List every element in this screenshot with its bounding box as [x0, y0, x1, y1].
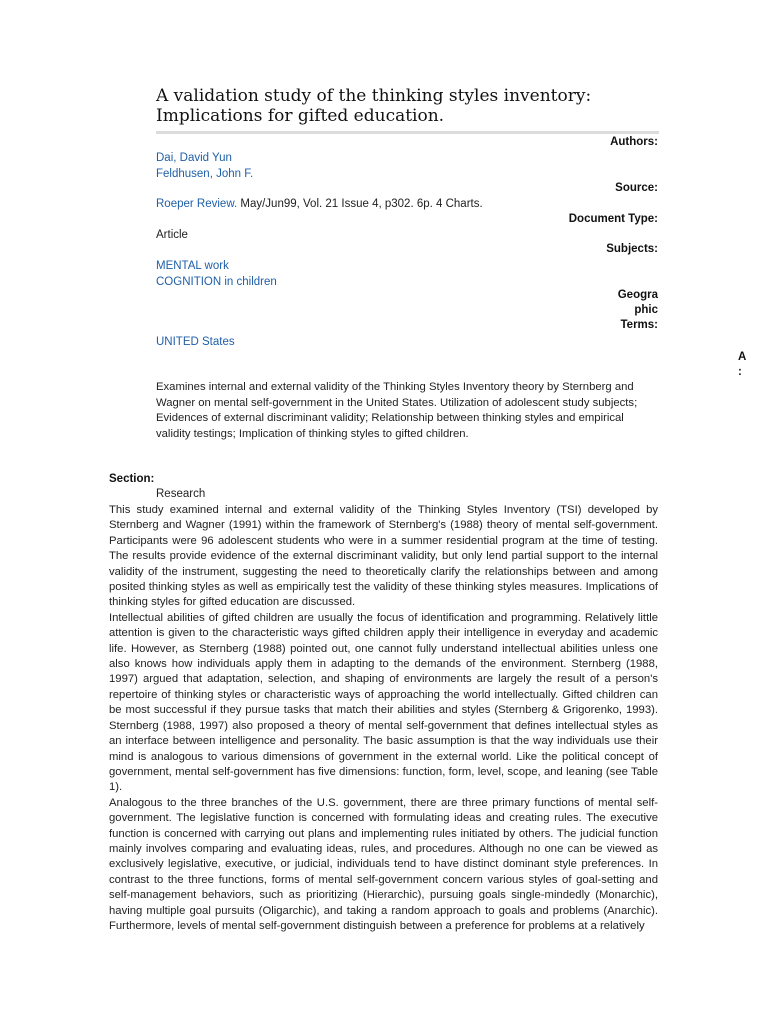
author-link-1[interactable]: Dai, David Yun [156, 152, 232, 164]
source-value [156, 197, 483, 213]
source-details: May/Jun99, Vol. 21 Issue 4, p302. 6p. 4 Charts. [237, 198, 483, 210]
subject-link-1[interactable]: MENTAL work [156, 260, 229, 272]
body-paragraph: Analogous to the three branches of the U.S. government, there are three primary functions of mental self-government. The legislative function is concerned with formulating ideas and creating rules. The executive function is concerned with carrying out plans and implementing rules initiated by others. The judicial function mainly involves comparing and evaluating ideas, rules, and procedures. Although no one can be viewed as exclusively legislative, executive, or judicial, individuals tend to have distinct dominant style preferences. In contrast to the three functions, forms of mental self-government concern various styles of goal-setting and self-management behaviors, such as prioritizing (Hierarchic), pursuing goals single-mindedly (Monarchic), having multiple goal pursuits (Oligarchic), and taking a random approach to goals and problems (Anarchic). Furthermore, levels of mental self-government distinguish between a preference for problems at a relatively [109, 796, 658, 932]
author-link-2[interactable]: Feldhusen, John F. [156, 167, 254, 180]
document-type-label: Document Type: [568, 213, 658, 225]
title-line-1: A validation study of the thinking styles inventory: [156, 86, 592, 106]
authors-label: Authors: [610, 136, 658, 148]
subject-link-2[interactable]: COGNITION in children [156, 275, 277, 288]
source-journal-link[interactable]: Roeper Review. [156, 198, 238, 210]
body-paragraph: Intellectual abilities of gifted children are usually the focus of identification and programming. Relatively little attention is given to the characteristic ways gifted children apply their intelligence in everyday and academic life. However, as Sternberg (1988) pointed out, one cannot fully understand intellectual abilities unless one also knows how individuals apply them in adapting to the demands of the environment. Sternberg (1988, 1997) argued that adaptation, selection, and shaping of environments are largely the result of a person's repertoire of thinking styles or characteristic ways of approaching the world intellectually. Gifted children can be most successful if they pursue tasks that match their abilities and styles (Sternberg & Grigorenko, 1993). Sternberg (1988, 1997) also proposed a theory of mental self-government that defines intellectual styles as an interface between intelligence and personality. The basic assumption is that the way individuals use their mind is analogous to various dimensions of government in the external world. Like the political concept of government, mental self-government has five dimensions: function, form, level, scope, and leaning (see Table 1). [109, 611, 658, 794]
section-value: Research [156, 488, 206, 500]
article-body [109, 503, 658, 934]
side-label-letter: A [738, 351, 747, 363]
side-label [738, 350, 746, 380]
geo-term-link-1[interactable]: UNITED States [156, 336, 235, 348]
geo-label-part-2: phic [634, 304, 658, 316]
authors-list [156, 151, 253, 182]
title-divider [156, 131, 659, 134]
title-line-2: Implications for gifted education. [156, 106, 445, 126]
abstract-text: Examines internal and external validity of the Thinking Styles Inventory theory by Sternberg and Wagner on mental self-government in the United States. Utilization of adolescent study subjects; Evidences of external discriminant validity; Relationship between thinking styles and empirical validity testings; Implication of thinking styles to gifted children. [156, 381, 638, 440]
geographic-terms-label [616, 288, 658, 333]
geo-label-part-3: Terms: [620, 319, 658, 331]
side-label-colon: : [738, 366, 742, 378]
subjects-list [156, 259, 277, 290]
body-paragraph: This study examined internal and external validity of the Thinking Styles Inventory (TSI) developed by Sternberg and Wagner (1991) within the framework of Sternberg's (1988) theory of mental self-government. Participants were 96 adolescent students who were in a summer residential program at the time of testing. The results provide evidence of the external discriminant validity, but only lend partial support to the internal validity of the instrument, suggesting the need to theoretically clarify the relationships between and among posited thinking styles as well as empirically test the validity of these thinking styles measures. Implications of thinking styles for gifted education are discussed. [109, 504, 658, 609]
source-label: Source: [615, 182, 658, 194]
geographic-terms-list [156, 335, 235, 351]
article-title [156, 86, 676, 126]
geo-label-part-1: Geogra [617, 289, 658, 301]
document-type-value: Article [156, 229, 188, 241]
section-label: Section: [109, 473, 155, 485]
subjects-label: Subjects: [606, 243, 658, 255]
